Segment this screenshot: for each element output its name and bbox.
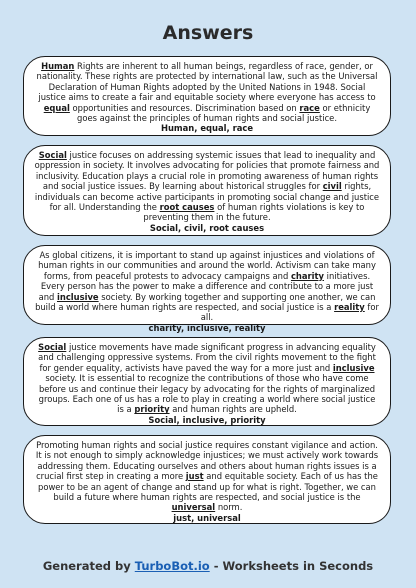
passage-segment: and equitable society. Each of us has the power to be an agent of change and stand up for what is right. Together, we can build a future where human rights are respected, and social justice is the xyxy=(38,471,378,503)
page-title: Answers xyxy=(162,22,254,44)
passage-segment: for all. xyxy=(200,302,379,323)
underlined-answer-word: charity xyxy=(290,270,324,281)
passage-card-3 xyxy=(23,245,391,333)
passage-text xyxy=(34,250,380,323)
passage-card-1 xyxy=(23,56,391,136)
passage-segment: society. By working together and supporting one another, we can build a world where human rights are respected, and social justice is a xyxy=(35,291,376,313)
answer-key: Social, civil, root causes xyxy=(149,222,265,233)
answer-key: Human, equal, race xyxy=(160,123,254,134)
underlined-answer-word: Social xyxy=(38,342,67,352)
passage-segment: Promoting human rights and social justice requires constant vigilance and action. It is not enough to simply acknowledge injustices; we must actively work towards addressing them. Educating ourselves and others about human rights issues is a crucial first step in creating a more xyxy=(35,440,379,482)
passage-segment: society. It is essential to recognize the contributions of those who have come before us and continue their legacy by advocating for the rights of marginalized groups. Each one of us has a role to play in creating a world where social justice is a xyxy=(38,373,376,415)
passage-segment: of human rights violations is key to preventing them in the future. xyxy=(143,202,365,223)
underlined-answer-word: inclusive xyxy=(56,291,99,302)
passage-segment: opportunities and resources. Discrimination based on xyxy=(69,102,300,113)
footer-prefix: Generated by xyxy=(42,559,135,573)
answer-key: Social, inclusive, priority xyxy=(148,414,266,425)
passage-text xyxy=(34,61,380,123)
footer-suffix: - Worksheets in Seconds xyxy=(209,559,374,573)
underlined-answer-word: universal xyxy=(171,502,216,513)
passage-segment: and human rights are upheld. xyxy=(169,404,297,415)
underlined-answer-word: civil xyxy=(322,181,342,192)
brand-link[interactable]: TurboBot.io xyxy=(134,559,210,573)
underlined-answer-word: equal xyxy=(43,102,70,113)
passage-segment: justice movements have made significant progress in advancing equality and challenging oppressive systems. From the civil rights movement to the fight for gender equality, activists have paved the way for a more just and xyxy=(38,342,376,373)
underlined-answer-word: reality xyxy=(334,302,365,313)
passage-segment: justice focuses on addressing systemic issues that lead to inequality and oppression in society. It involves advocating for policies that promote fairness and inclusivity. Education plays a crucial role in promoting awareness of human rights and social justice issues. By learning about historical struggles for xyxy=(34,150,380,192)
underlined-answer-word: just xyxy=(185,471,204,482)
passage-text xyxy=(34,440,380,513)
passage-segment: rights, individuals can become active participants in promoting social change and justice for all. Understanding the xyxy=(34,181,380,213)
underlined-answer-word: Human xyxy=(41,61,75,71)
underlined-answer-word: root causes xyxy=(159,202,215,213)
passage-text xyxy=(34,342,380,415)
underlined-answer-word: priority xyxy=(134,404,170,415)
passage-segment: As global citizens, it is important to stand up against injustices and violations of human rights in our communities and around the world. Activism can take many forms, from peaceful protests to advocacy campaigns and xyxy=(38,250,376,281)
underlined-answer-word: Social xyxy=(38,150,67,160)
footer xyxy=(0,559,416,573)
answer-key: just, universal xyxy=(173,512,241,523)
answer-key: charity, inclusive, reality xyxy=(148,322,266,333)
passage-card-2 xyxy=(23,145,391,236)
passage-segment: or ethnicity goes against the principles of human rights and social justice. xyxy=(77,102,371,124)
passage-segment: Rights are inherent to all human beings, regardless of race, gender, or nationality. These rights are protected by international law, such as the Universal Declaration of Human Rights adopted by the United Nations in 1948. Social justice aims to create a fair and equitable society where everyone has access to xyxy=(36,61,378,103)
passage-segment: norm. xyxy=(215,502,243,513)
underlined-answer-word: inclusive xyxy=(332,362,375,373)
passage-segment: initiatives. Every person has the power to make a difference and contribute to a more just and xyxy=(38,270,374,302)
passage-text xyxy=(34,150,380,223)
underlined-answer-word: race xyxy=(299,102,320,113)
passage-card-5 xyxy=(23,435,391,524)
passage-card-4 xyxy=(23,337,391,426)
